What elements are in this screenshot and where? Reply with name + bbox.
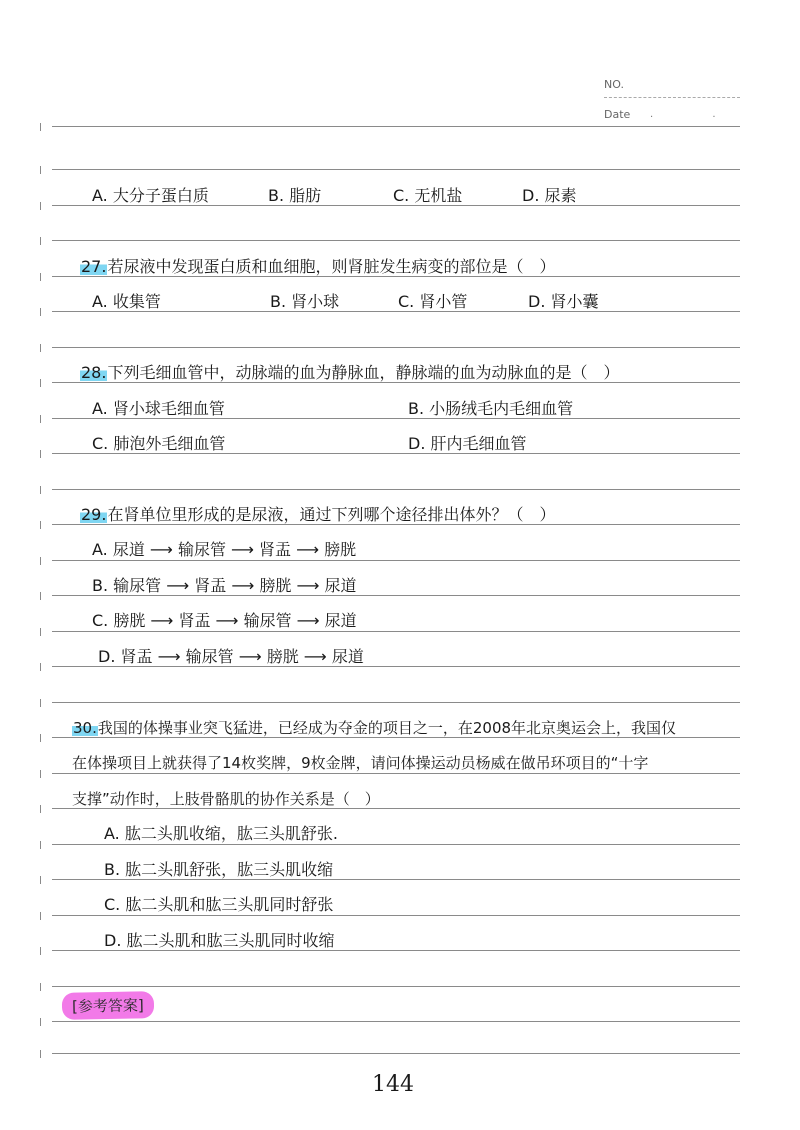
q26-option-c: C. 无机盐	[393, 186, 463, 205]
header-date-label: Date	[604, 108, 631, 121]
q26-option-d: D. 尿素	[522, 186, 577, 205]
ruled-line	[52, 489, 740, 490]
question-29	[80, 505, 555, 525]
q29-option-c: C. 膀胱 ⟶ 肾盂 ⟶ 输尿管 ⟶ 尿道	[92, 611, 357, 630]
ruled-line	[52, 1021, 740, 1022]
page-number: 144	[372, 1072, 414, 1097]
header-no-line	[604, 97, 740, 98]
ruled-line	[52, 1053, 740, 1054]
ruled-line	[52, 347, 740, 348]
answer-key-label: [参考答案]	[62, 991, 154, 1020]
question-29-number: 29.	[81, 505, 107, 524]
q28-option-d: D. 肝内毛细血管	[408, 434, 527, 453]
header-date-dots: · ·	[650, 112, 744, 123]
question-30-line-3: 支撑”动作时，上肢骨骼肌的协作关系是（ ）	[72, 790, 380, 808]
ruled-line	[52, 631, 740, 632]
question-29-text: 在肾单位里形成的是尿液，通过下列哪个途径排出体外？（ ）	[107, 505, 556, 524]
q27-option-b: B. 肾小球	[270, 292, 340, 311]
q28-option-c: C. 肺泡外毛细血管	[92, 434, 226, 453]
ruled-line	[52, 240, 740, 241]
q29-option-b: B. 输尿管 ⟶ 肾盂 ⟶ 膀胱 ⟶ 尿道	[92, 576, 357, 595]
question-30-line-2: 在体操项目上就获得了14枚奖牌，9枚金牌，请问体操运动员杨威在做吊环项目的“十字	[72, 754, 649, 772]
q26-option-a: A. 大分子蛋白质	[92, 186, 209, 205]
question-30-number: 30.	[73, 719, 97, 737]
ruled-line	[52, 169, 740, 170]
q29-option-d: D. 肾盂 ⟶ 输尿管 ⟶ 膀胱 ⟶ 尿道	[98, 647, 364, 666]
q27-option-a: A. 收集管	[92, 292, 161, 311]
question-28-number: 28.	[81, 363, 107, 382]
ruled-line	[52, 844, 740, 845]
header-no-label: NO.	[604, 78, 624, 91]
question-27-text: 若尿液中发现蛋白质和血细胞，则肾脏发生病变的部位是（ ）	[107, 257, 556, 276]
ruled-line	[52, 702, 740, 703]
question-28	[80, 363, 619, 383]
ruled-line	[52, 915, 740, 916]
question-30-line-1	[72, 718, 676, 738]
question-30-text-1: 我国的体操事业突飞猛进，已经成为夺金的项目之一，在2008年北京奥运会上，我国仅	[97, 719, 677, 737]
ruled-line	[52, 986, 740, 987]
q27-option-c: C. 肾小管	[398, 292, 468, 311]
q29-option-a: A. 尿道 ⟶ 输尿管 ⟶ 肾盂 ⟶ 膀胱	[92, 540, 357, 559]
q26-option-b: B. 脂肪	[268, 186, 322, 205]
ruled-line	[52, 560, 740, 561]
question-27	[80, 257, 555, 277]
q27-option-d: D. 肾小囊	[528, 292, 599, 311]
question-28-text: 下列毛细血管中，动脉端的血为静脉血，静脉端的血为动脉血的是（ ）	[107, 363, 620, 382]
q30-option-c: C. 肱二头肌和肱三头肌同时舒张	[104, 895, 334, 914]
q30-option-b: B. 肱二头肌舒张，肱三头肌收缩	[104, 860, 334, 879]
question-27-number: 27.	[81, 257, 107, 276]
q28-option-b: B. 小肠绒毛内毛细血管	[408, 399, 574, 418]
ruled-line	[52, 773, 740, 774]
q28-option-a: A. 肾小球毛细血管	[92, 399, 225, 418]
ruled-line	[52, 126, 740, 127]
q30-option-a: A. 肱二头肌收缩，肱三头肌舒张.	[104, 824, 338, 843]
q30-option-d: D. 肱二头肌和肱三头肌同时收缩	[104, 931, 335, 950]
